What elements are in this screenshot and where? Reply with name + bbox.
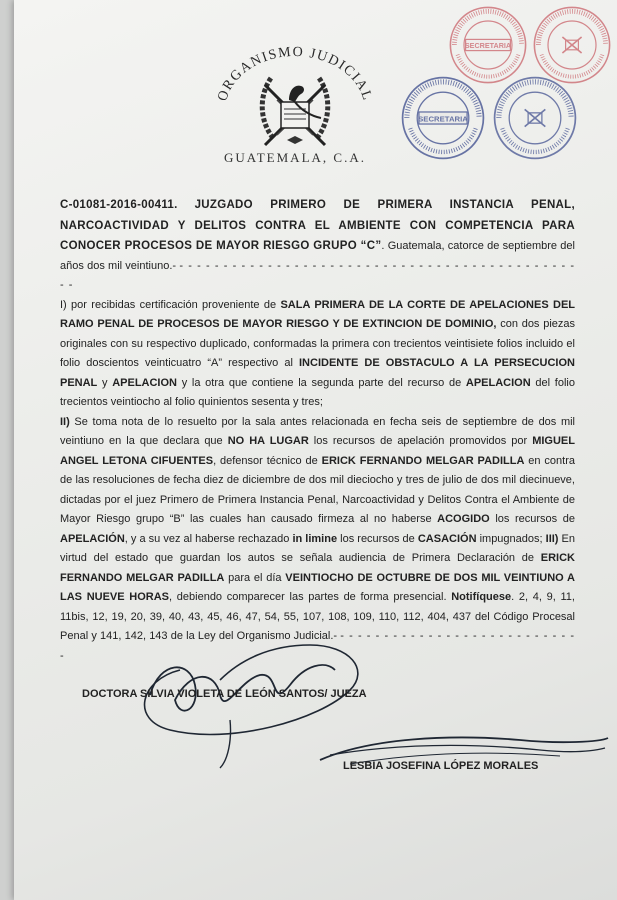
text-run: para el día <box>224 571 286 584</box>
secretaria-seal-red-left <box>448 5 528 85</box>
text-run: Se toma nota de lo resuelto por la sala antes relacionada en fecha seis de septiembre de dos mil veintiuno en la que declara que <box>60 415 575 447</box>
paragraph-i <box>60 296 575 413</box>
text-run: , defensor técnico de <box>213 454 322 467</box>
bold-run: APELACIÓN <box>60 532 125 545</box>
text-run: en contra de las resoluciones de fecha diez de diciembre de dos mil dieciocho y tres de julio de dos mil diecinueve, dictadas por el juez Primero de Primera Instancia Penal, Narcoactividad y Delitos Contra el Ambiente de Mayor Riesgo grupo “B” las cuales han causado firmeza al no haberse <box>60 454 575 525</box>
organization-name: ORGANISMO JUDICIAL <box>215 44 375 100</box>
text-run: , y a su vez al haberse rechazado <box>124 532 293 545</box>
bold-run: II) <box>60 415 70 428</box>
text-run: los recursos de apelación promovidos por <box>308 435 533 447</box>
bold-run: in limine <box>292 532 338 545</box>
filler-dashes: - - - - - - - - - - - - - - - - - - - - - - - - - - - - - - - - - - - - - - - - - - - - - - - <box>60 259 576 291</box>
case-reference: C-01081-2016-00411. <box>60 199 178 211</box>
resolution-body <box>60 195 575 666</box>
resolution-header <box>60 195 575 296</box>
coat-of-arms-icon <box>255 60 335 150</box>
bold-run: SALA PRIMERA DE LA CORTE DE APELACIONES DEL RAMO PENAL DE PROCESOS DE MAYOR RIESGO Y DE EXTINCION DE DOMINIO, <box>60 298 576 330</box>
text-run: En virtud del estado que guardan los autos se señala audiencia de Primera Declaración de <box>60 532 576 564</box>
text-run: y <box>97 376 113 389</box>
bold-run: VEINTIOCHO DE OCTUBRE DE DOS MIL VEINTIUNO A LAS NUEVE HORAS <box>60 571 575 603</box>
text-run: los recursos de <box>489 513 575 525</box>
court-name: JUZGADO PRIMERO DE PRIMERA INSTANCIA PENAL, NARCOACTIVIDAD Y DELITOS CONTRA EL AMBIENTE CON COMPETENCIA PARA CONOCER PROCESOS DE MAYOR RIESGO GRUPO “C” <box>60 199 575 252</box>
bold-run: ERICK FERNANDO MELGAR PADILLA <box>321 454 525 467</box>
bold-run: Notifíquese <box>451 591 512 603</box>
text-run: del folio trecientos veintiocho al folio quinientos sesenta y tres; <box>60 376 575 408</box>
bold-run: NO HA LUGAR <box>227 435 309 447</box>
bold-run: ERICK FERNANDO MELGAR PADILLA <box>60 552 575 584</box>
text-run: con dos piezas originales con su respectivo duplicado, conformadas la primera con trecientos veintisiete folios incluido el folio doscientos veinticuatro “A” respectivo al <box>60 318 575 369</box>
letterhead <box>215 40 375 170</box>
bold-run: ACOGIDO <box>437 513 490 525</box>
bold-run: CASACIÓN <box>417 532 477 545</box>
resolution-date: . Guatemala, catorce de septiembre del años dos mil veintiuno.- <box>60 240 575 272</box>
letterhead-place: GUATEMALA, C.A. <box>224 150 366 165</box>
bold-run: III) <box>545 532 559 545</box>
bold-run: APELACION <box>112 376 177 389</box>
secretary-name: LESBIA JOSEFINA LÓPEZ MORALES <box>343 760 539 772</box>
text-run: impugnados; <box>476 532 546 545</box>
bold-run: MIGUEL ANGEL LETONA CIFUENTES <box>60 435 575 467</box>
text-run: I) por recibidas certificación proveniente de <box>60 298 281 311</box>
crest-seal-blue-right <box>492 75 578 161</box>
crest-seal-red-right <box>532 5 612 85</box>
seal-label: SECRETARIA <box>418 114 468 124</box>
bold-run: APELACION <box>465 376 531 389</box>
secretaria-seal-blue-left <box>400 75 486 161</box>
text-run: y la otra que contiene la segunda parte del recurso de <box>176 376 466 389</box>
text-run: . 2, 4, 9, 11, 11bis, 12, 19, 20, 39, 40, 43, 45, 46, 47, 54, 55, 107, 108, 109, 110, 112, 404, 437 del Código Procesal Penal y 141, 142, 143 de la Ley del Organismo Judicial.- <box>60 591 575 642</box>
bold-run: INCIDENTE DE OBSTACULO A LA PERSECUCION PENAL <box>60 357 575 389</box>
judge-name: DOCTORA SILVIA VIOLETA DE LEÓN SANTOS/ JUEZA <box>82 688 367 700</box>
text-run: , debiendo comparecer las partes de forma presencial. <box>169 591 452 603</box>
filler-dashes: - - - - - - - - - - - - - - - - - - - - - - - - - - - - <box>60 630 575 662</box>
text-run: los recursos de <box>337 532 418 545</box>
seal-label: SECRETARIA <box>464 41 512 51</box>
